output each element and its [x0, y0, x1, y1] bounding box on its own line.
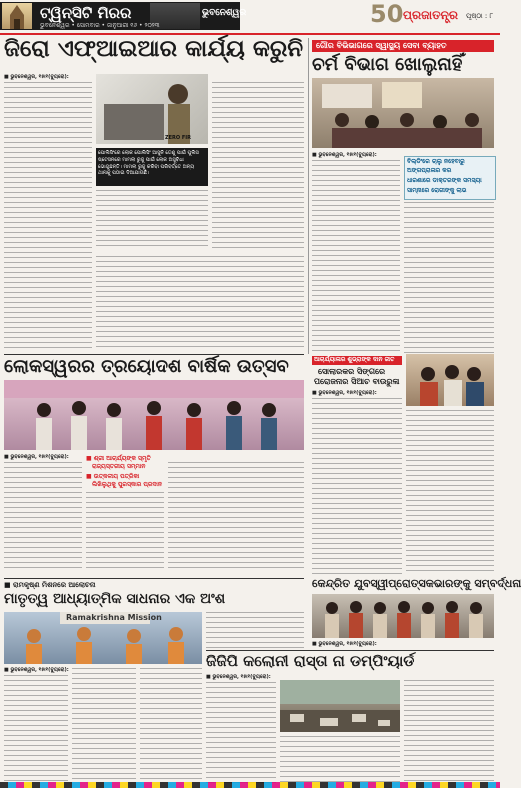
story1-dateline: ■ ଭୁବନେଶ୍ୱର, ୧୫ା୧(ବ୍ୟୁରୋ): [4, 74, 69, 80]
story2-headline: ଚର୍ମ ବିଭାଗ ଖୋଲୁନାହିଁ [312, 54, 463, 75]
story1-body-col2 [96, 190, 208, 250]
story4-headline-line2: ପରୋଜନାର ସିଆଚ ବାଉରୁଳା [314, 377, 400, 386]
story5-dateline: ■ ଭୁବନେଶ୍ୱର, ୧୫ା୧(ବ୍ୟୁରୋ): [312, 641, 377, 647]
story2-kicker: ଗୌର ବିଭିଭାଗରେ ସ୍ୱାସ୍ଥ୍ୟ ସେବା ବ୍ୟାହତ [316, 41, 447, 50]
masthead-dateline: ଭୁବନେଶ୍ୱର • ସୋମବାର • ଜାନୁଆରୀ ୧୬ • ୨୦୨୩ [40, 22, 160, 29]
brand-name: ପ୍ରଜାତନ୍ତ୍ର [403, 8, 459, 22]
story4-body-col2 [406, 410, 494, 574]
story4-body [312, 398, 402, 574]
story1-pullquote: ପୋଲିସିଂରେ ଲୋକ ପୋଲିସିଂ ଆସୁନି ତେଣୁ ପାଇଁ ପୁଲିସ ଷ୍ଟେସନରେ ମାମଲା ରୁଜୁ ପାଇଁ ଲୋକ ଅସୁବିଧା ଭୋଗୁଛନ୍ତି। ମାମଲା ରୁଜୁ କରିବା ପରିବର୍ତ୍ତେ ଅନ୍ୟ ଥାନାକୁ ପଠାଇ ଦିଆଯାଉଛି। [98, 150, 199, 177]
story6-banner-text: Ramakrishna Mission [66, 613, 162, 622]
story2-photo [312, 78, 494, 148]
story1-body-col1 [4, 82, 92, 352]
story6-body-col1 [4, 675, 68, 783]
story2-box-line2: ଅଙ୍ଗପ୍ରାଳାର କର [407, 167, 452, 174]
story3-body-col1 [4, 462, 82, 572]
story3-sub2: ■ ଉତ୍କଳୀୟ ପତ୍ରିକା [86, 473, 140, 480]
anniversary-number: 50 [370, 0, 404, 28]
masthead-rule [0, 33, 500, 35]
registration-bar [0, 782, 500, 788]
story7-body-col3 [404, 680, 494, 783]
story3-body-col2 [86, 492, 164, 572]
story7-top-rule [206, 650, 494, 651]
story7-body-col2 [280, 736, 400, 783]
story6-kicker: ■ ରାମକୃଷ୍ଣ ମିଶନରେ ଆଲୋଚନା [4, 581, 96, 589]
story7-headline: ଜିଜିପି କଲୋନୀ ରାସ୍ତା ନା ଡମ୍ପିଂୟାର୍ଡ [206, 652, 415, 670]
story6-headline: ମାତୃତ୍ୱ ଆଧ୍ୟାତ୍ମିକ ସାଧନାର ଏକ ଅଂଶ [4, 591, 226, 607]
story7-dateline: ■ ଭୁବନେଶ୍ୱର, ୧୫ା୧(ବ୍ୟୁରୋ): [206, 674, 271, 680]
story3-photo [4, 380, 304, 450]
story6-top-rule [4, 578, 304, 579]
story6-dateline: ■ ଭୁବନେଶ୍ୱର, ୧୫ା୧(ବ୍ୟୁରୋ): [4, 667, 69, 673]
story1-photo [96, 74, 208, 144]
story2-body-col1 [312, 160, 400, 354]
story1-body-col3 [212, 82, 304, 250]
supplement-title: ଟ୍ୱିନ୍‌ସିଟି ମିରର [40, 4, 132, 22]
story5-headline: କେନ୍ଦ୍ରିତ ଯୁବସ୍ୱୀପ୍ରୋତ୍ସକଭାରଙ୍କୁ ସମ୍ବର୍ଦ୍ଧନା [312, 577, 521, 590]
story2-dateline: ■ ଭୁବନେଶ୍ୱର, ୧୫ା୧(ବ୍ୟୁରୋ): [312, 152, 377, 158]
story7-body-col1 [206, 682, 276, 783]
story3-top-rule [4, 354, 304, 355]
page-label: ପୃଷ୍ଠା : ୮ [466, 12, 494, 20]
story2-box-line3: ଧାରଣାରେ ଡାକ୍ତରଙ୍କ ସମସ୍ୟା [407, 177, 482, 184]
story7-photo [280, 680, 400, 732]
temple-logo [2, 3, 32, 29]
story6-body-col4 [206, 612, 304, 652]
story4-headline-line1: ସୋଲାରକର ସିଙ୍ଗରେ [318, 367, 386, 376]
story3-headline: ଲୋକସ୍ୱରର ତ୍ରୟୋଦଶ ବାର୍ଷିକ ଉତ୍ସବ [4, 356, 289, 377]
story3-dateline: ■ ଭୁବନେଶ୍ୱର, ୧୫ା୧(ବ୍ୟୁରୋ): [4, 454, 69, 460]
story3-sub1: ■ ଶ୍ରୀ ଆଚାର୍ଯ୍ୟଙ୍କ ସ୍ମୃତି [86, 455, 151, 462]
story6-body-col3 [140, 668, 202, 783]
story3-body-col3 [168, 462, 304, 572]
story2-body-col2 [404, 202, 494, 354]
story4-dateline: ■ ଭୁବନେଶ୍ୱର, ୧୫ା୧(ବ୍ୟୁରୋ): [312, 390, 377, 396]
story5-photo [312, 594, 494, 638]
story2-box-line4: ସାମ୍ନାରେ ରୋଗୀଙ୍କୁ ଲାଭ [407, 187, 467, 194]
story4-photo [406, 354, 494, 406]
masthead [0, 0, 500, 32]
story1-image-caption: ZERO FIR [165, 135, 192, 141]
column-divider [308, 38, 309, 354]
story4-kicker: ଆଚାର୍ଯ୍ୟାଳାର ଶୁଭ୍ରାଙ୍କ ଦାନ ଜୀତ [314, 356, 395, 363]
story3-sub1b: ରାଜ୍ୟସ୍ତରୀୟ ସମ୍ମାନ [92, 463, 146, 470]
story6-body-col2 [72, 668, 136, 783]
masthead-city: ଭୁବନେଶ୍ୱର [202, 8, 247, 18]
story3-sub2b: ଲିଖିଲୁଥିକୁ ପୁରସ୍କାର ପ୍ରଦାନ [92, 481, 162, 488]
story2-box-line1: ବିଲ୍ଡିଂରେ ଚାଲୁ ନହେବାରୁ [407, 158, 465, 165]
story1-body-bottom [96, 256, 304, 348]
story1-headline: ଜିରୋ ଏଫ୍‌ଆଇଆର କାର୍ଯ୍ୟ କରୁନି [4, 36, 304, 62]
